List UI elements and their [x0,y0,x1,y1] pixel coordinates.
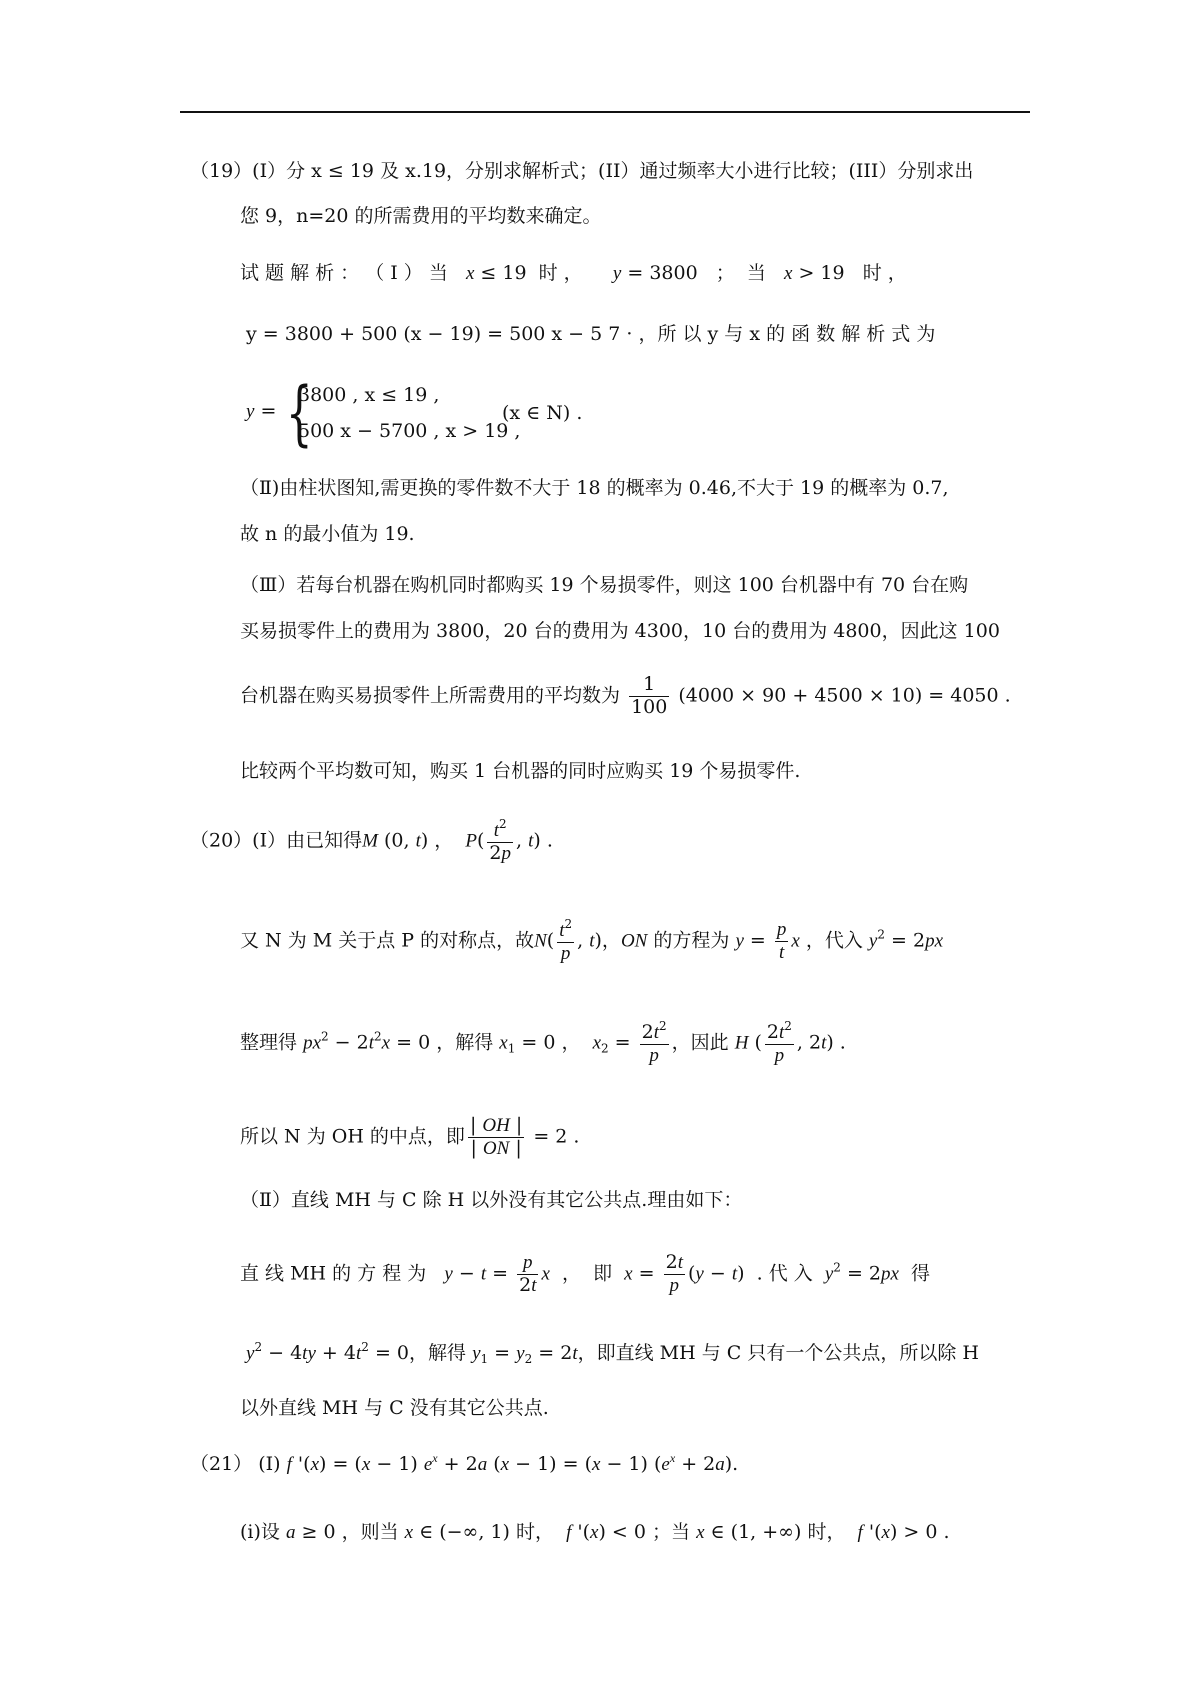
fraction-1-over-100: $\frac{1}{100}$ [631,673,668,718]
q20-line-3: 整理得 $px^2 - 2t^2x = 0$ ，解得 $x_1 = 0$ ， $x_2$ = $\frac{2t^2}{p}$ ，因此 H ( $\frac{2t^2}{p}$ , 2t) . [240,1019,846,1066]
q19-piecewise-lhs: y = [246,400,277,422]
q20-line-quadratic: $y^2 - 4ty + 4t^2 = 0$，解得 $y_1 = y_2 = 2t$，即直线 MH 与 C 只有一个公共点，所以除 H [246,1340,979,1366]
q19-conclusion: 比较两个平均数可知，购买 1 台机器的同时应购买 19 个易损零件. [240,760,801,782]
q19-part2-line-2: 故 n 的最小值为 19. [240,523,415,545]
q19-part2-line-1: （Ⅱ)由柱状图知,需更换的零件数不大于 18 的概率为 0.46,不大于 19 的概率为 0.7, [240,477,949,499]
q19-part3-line-2: 买易损零件上的费用为 3800，20 台的费用为 4300，10 台的费用为 4800，因此这 100 [240,620,1000,642]
piecewise-domain: (x ∈ N) . [502,402,583,424]
q20-part2-heading: （Ⅱ）直线 MH 与 C 除 H 以外没有其它公共点.理由如下： [240,1189,743,1211]
q19-solution-line-2: y = 3800 + 500 (x − 19) = 500 x − 5 7 · ，所 以 y 与 x 的 函 数 解 析 式 为 [246,323,936,345]
q19-part3-line-1: （Ⅲ）若每台机器在购机同时都购买 19 个易损零件，则这 100 台机器中有 70 台在购 [240,574,969,596]
q21-line-2: (i)设 a ≥ 0 ，则当 x ∈ (−∞, 1) 时， f '(x) < 0 ；当 x ∈ (1, +∞) 时， f '(x) > 0 . [240,1521,950,1543]
piecewise-case-1: 3800 , x ≤ 19 , [298,384,440,406]
left-brace: { [285,372,313,454]
q20-line-2: 又 N 为 M 关于点 P 的对称点，故N( $\frac{t^2}{p}$ , t)，ON 的方程为 y = $\frac{p}{t}$ x ，代入 $y^2 = 2px$ [240,917,944,964]
header-rule [180,111,1030,113]
q20-conclusion: 以外直线 MH 与 C 没有其它公共点. [240,1397,549,1419]
q20-line-4: 所以 N 为 OH 的中点，即 $\frac{| OH |}{| ON |}$ = 2 . [240,1114,580,1159]
q19-solution-line-1: 试 题 解 析 ： （ Ⅰ ） 当 x ≤ 19 时 ， y = 3800 ； 当 x > 19 时 ， [240,262,907,284]
q19-part3-line-3: 台机器在购买易损零件上所需费用的平均数为 $\frac{1}{100}$ (4000 × 90 + 4500 × 10) = 4050 . [240,673,1011,718]
q20-line-mh-equation: 直 线 MH 的 方 程 为 y − t = $\frac{p}{2t}$ x ， 即 x = $\frac{2t}{p}$ (y − t) . 代 入 $y^2 = 2px$ 得 [240,1251,931,1296]
q19-hint-line-2: 您 9，n=20 的所需费用的平均数来确定。 [240,205,602,227]
q19-hint-line-1: （19）(I）分 x ≤ 19 及 x.19，分别求解析式；(II）通过频率大小进行比较；(III）分别求出 [190,160,974,182]
q20-line-1: （20）(Ⅰ）由已知得M (0, t) ， P( $\frac{t^2}{2p}$ , t) . [190,817,553,864]
q21-line-1: （21） (I) f '(x) = (x − 1) $e^x + 2a$ (x − 1) = (x − 1) $(e^x + 2a)$. [190,1451,739,1475]
piecewise-case-2: 500 x − 5700 , x > 19 , [298,420,521,442]
